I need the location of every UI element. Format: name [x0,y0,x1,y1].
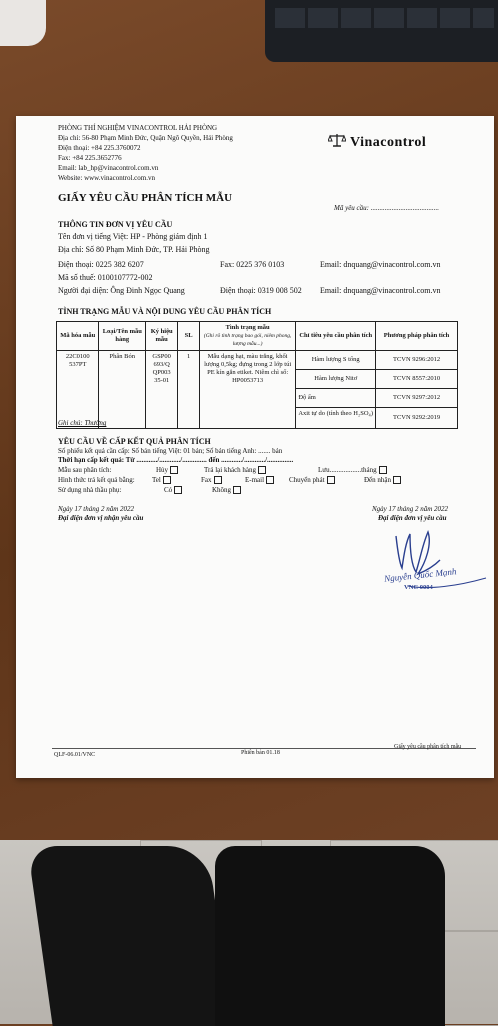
right-sign-date: Ngày 17 tháng 2 năm 2022 [372,505,449,513]
method-cell: TCVN 9297:2012 [376,389,458,408]
request-code-value: ....................................... [370,204,439,212]
option-destroy-label: Hủy [156,466,169,474]
client-name: Tên đơn vị tiếng Việt: HP - Phòng giám định 1 [58,232,208,241]
option-destroy[interactable] [156,466,178,475]
col-symbol: Ký hiệu mẫu [146,322,178,351]
client-email: Email: dnquang@vinacontrol.com.vn [320,260,441,269]
checkbox-fax[interactable] [214,476,222,484]
lab-website: Website: www.vinacontrol.com.vn [58,174,155,182]
option-yes-label: Có [164,486,173,494]
checkbox-return[interactable] [258,466,266,474]
col-type: Loại/Tên mẫu hàng [99,322,146,351]
method-cell: TCVN 8557:2010 [376,370,458,389]
lab-email: Email: lab_hp@vinacontrol.com.vn [58,164,159,172]
logo-text: Vinacontrol [350,135,427,151]
sample-qty: 1 [178,351,200,429]
col-code: Mã hóa mẫu [57,322,99,351]
left-sign-date: Ngày 17 tháng 2 năm 2022 [58,505,135,513]
vinacontrol-logo [328,133,426,152]
footer-form-code: QLF-06.01/VNC [54,752,96,758]
method-cell: TCVN 9296:2012 [376,351,458,370]
person-leg-left [27,846,232,1026]
signature-image [388,524,488,601]
subcontract-label: Sử dụng nhà thầu phụ: [58,486,122,494]
option-no-label: Không [212,486,232,494]
option-tel-label: Tel [152,476,161,484]
footer-version: Phiên bản 01.18 [241,750,280,756]
left-sign-title: Đại diện đơn vị nhận yêu cầu [58,514,144,522]
option-courier-label: Chuyển phát [289,476,325,484]
samples-note: Ghi chú: Thường [58,419,107,427]
signer-name: Nguyễn Quốc Mạnh [383,566,457,584]
scales-icon [328,133,346,152]
option-email-label: E-mail [245,476,265,484]
option-return-label: Trả lại khách hàng [204,466,257,474]
table-row [57,351,458,370]
client-phone: Điện thoại: 0225 382 6207 [58,260,144,269]
option-pickup[interactable] [364,476,401,485]
lab-address: Địa chỉ: 56-80 Phạm Minh Đức, Quận Ngô Quyền, Hải Phòng [58,134,233,142]
result-copies: Số phiếu kết quả cần cấp: Số bản tiếng Việt: 01 bản; Số bản tiếng Anh: ....... bản [58,447,283,455]
col-criteria: Chỉ tiêu yêu cầu phân tích [296,322,376,351]
method-cell: TCVN 9292:2019 [376,408,458,429]
option-keep-label: Lưu..................tháng [318,466,377,474]
request-code [334,204,439,213]
sample-code: 22C0100 537PT [57,351,99,429]
lab-fax: Fax: +84 225.3652776 [58,154,122,162]
client-section-heading: THÔNG TIN ĐƠN VỊ YÊU CẦU [58,220,173,229]
option-email[interactable] [245,476,274,485]
request-code-label: Mã yêu cầu: [334,204,369,212]
lab-phone: Điện thoại: +84 225.3760072 [58,144,141,152]
cup-object [0,0,46,46]
option-keep[interactable] [318,466,387,475]
col-condition-note: (Ghi rõ tình trạng bao gói, niêm phong, lượng mẫu...) [203,333,292,347]
delivery-label: Hình thức trả kết quả bằng: [58,476,135,484]
client-fax: Fax: 0225 376 0103 [220,260,285,269]
form-title: GIẤY YÊU CẦU PHÂN TÍCH MẪU [58,192,233,204]
col-condition-label: Tình trạng mẫu [225,324,270,331]
client-address: Địa chỉ: Số 80 Phạm Minh Đức, TP. Hải Phòng [58,245,210,254]
option-tel[interactable] [152,476,171,485]
checkbox-destroy[interactable] [170,466,178,474]
checkbox-pickup[interactable] [393,476,401,484]
option-pickup-label: Đến nhận [364,476,392,484]
keyboard [265,0,498,62]
right-sign-title: Đại diện đơn vị yêu cầu [378,514,447,522]
criterion-cell: Hàm lượng Nitơ [296,370,376,389]
result-section-heading: YÊU CẦU VỀ CẤP KẾT QUẢ PHÂN TÍCH [58,437,211,446]
representative-phone: Điện thoại: 0319 008 502 [220,286,302,295]
checkbox-email[interactable] [266,476,274,484]
sample-symbol: GSP00 693/Q QP003 35-01 [146,351,178,429]
col-method: Phương pháp phân tích [376,322,458,351]
criterion-cell: Axit tự do (tính theo H₂SO₄) [296,408,376,429]
checkbox-courier[interactable] [327,476,335,484]
checkbox-tel[interactable] [163,476,171,484]
person-leg-right [215,846,445,1026]
checkbox-no[interactable] [233,486,241,494]
sample-after-label: Mẫu sau phân tích: [58,466,112,474]
option-return[interactable] [204,466,266,475]
option-fax-label: Fax [201,476,212,484]
result-deadline: Thời hạn cấp kết quả: Từ ............/............/.............. đến ............/............/............... [58,456,294,464]
samples-section-heading: TÌNH TRẠNG MẪU VÀ NỘI DUNG YÊU CẦU PHÂN TÍCH [58,307,272,316]
option-no[interactable] [212,486,241,495]
checkbox-yes[interactable] [174,486,182,494]
signer-code: VNC 0004 [404,584,433,591]
option-yes[interactable] [164,486,182,495]
client-representative: Người đại diện: Ông Đinh Ngọc Quang [58,286,185,295]
footer-doc-name: Giấy yêu cầu phân tích mẫu [394,744,462,750]
sample-condition: Mẫu dạng hạt, màu trắng, khối lượng 0,5kg; đựng trong 2 lớp túi PE kín gắn etiket. Niêm chì số: HP0053713 [199,351,295,429]
criterion-cell: Hàm lượng S tổng [296,351,376,370]
sample-type: Phân Bón [99,351,146,429]
request-form-document [16,116,494,778]
lab-name: PHÒNG THÍ NGHIỆM VINACONTROL HẢI PHÒNG [58,124,218,132]
col-qty: SL [178,322,200,351]
table-header-row [57,322,458,351]
representative-email: Email: dnquang@vinacontrol.com.vn [320,286,441,295]
option-courier[interactable] [289,476,335,485]
option-fax[interactable] [201,476,222,485]
checkbox-keep[interactable] [379,466,387,474]
client-tax-code: Mã số thuế: 0100107772-002 [58,273,153,282]
criterion-cell: Độ ẩm [296,389,376,408]
samples-table [56,321,458,429]
col-condition [199,322,295,351]
